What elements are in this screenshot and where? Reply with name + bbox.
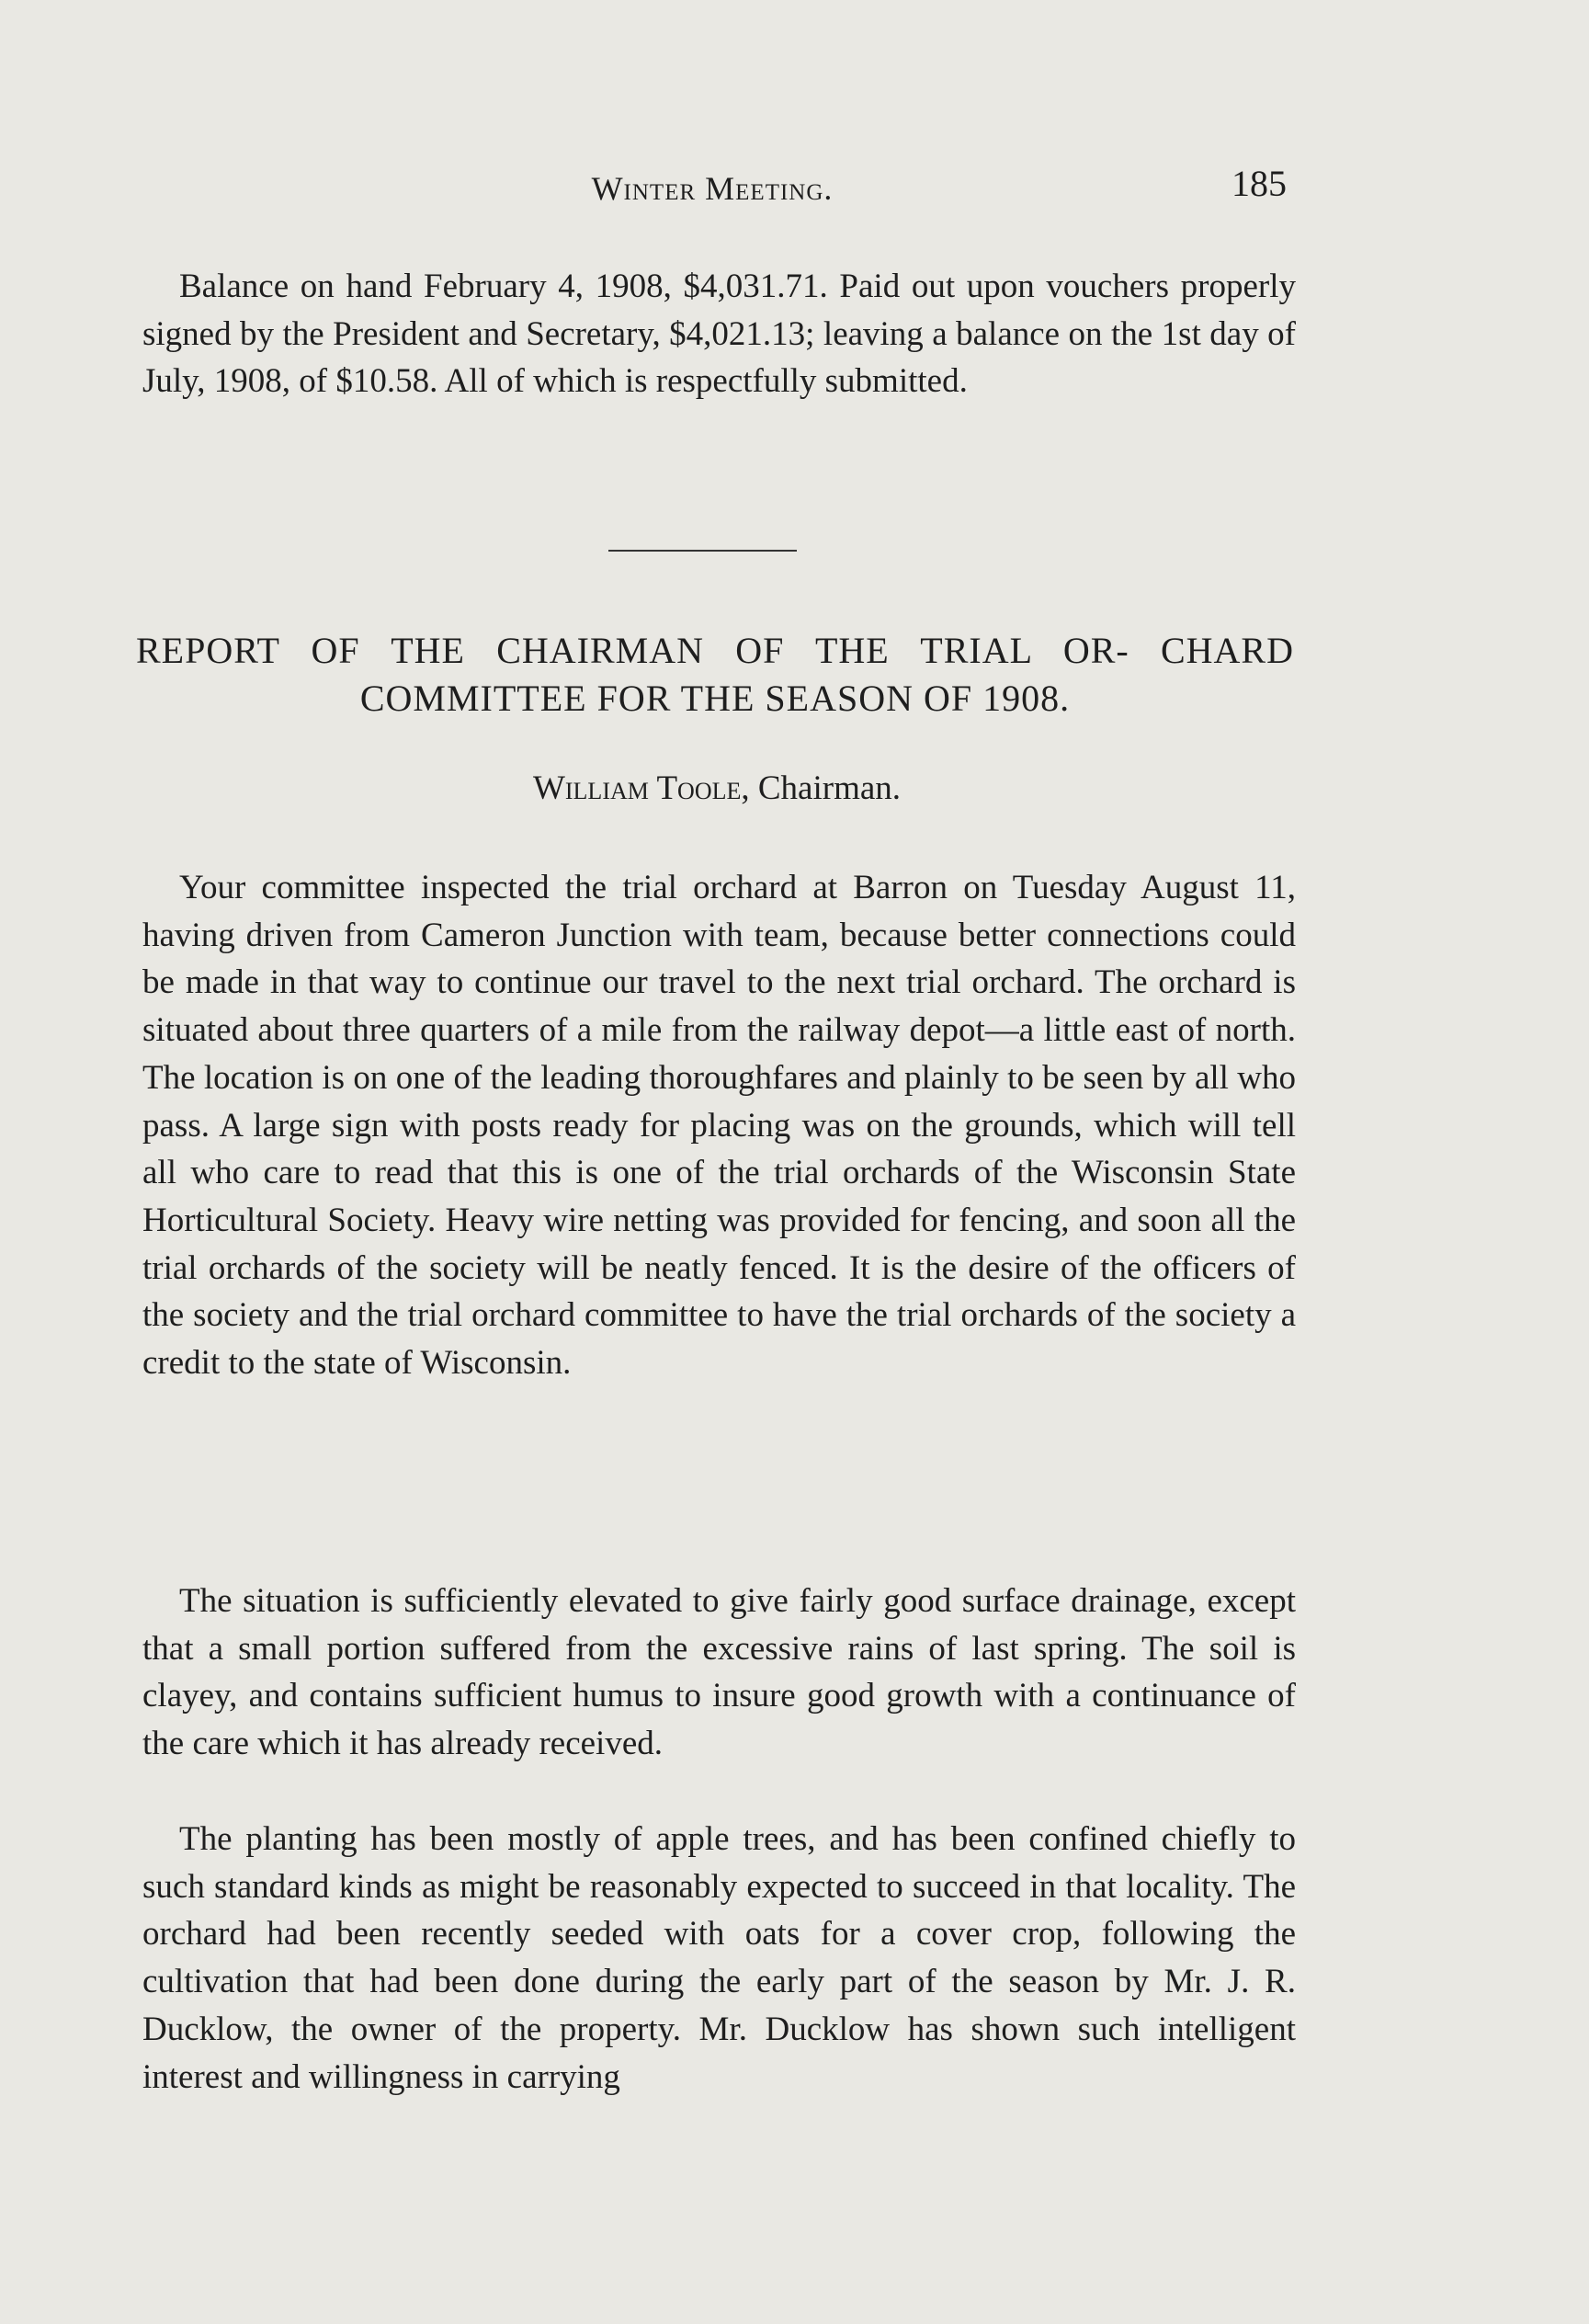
page-header [138, 162, 1287, 217]
section-divider [608, 550, 797, 552]
byline-role: , Chairman. [741, 769, 902, 807]
byline-name: William Toole [532, 769, 742, 807]
running-head: Winter Meeting. [591, 170, 834, 207]
body-paragraph-3: The planting has been mostly of apple trees, and has been confined chiefly to such standard kinds as might be reasonably expected to succeed in that locality. The orchard had been recently seeded with oats for a cover crop, following the cultivation that had been done during the early part of the season by Mr. J. R. Ducklow, the owner of the property. Mr. Ducklow has shown such intelligent interest and willingness in carrying [142, 1820, 1296, 2096]
treasurer-paragraph: Balance on hand February 4, 1908, $4,031.71. Paid out upon vouchers properly signed by the President and Secretary, $4,021.13; leaving a balance on the 1st day of July, 1908, of $10.58. All of which is respectfully submitted. [142, 268, 1296, 401]
page-number: 185 [1231, 163, 1287, 204]
section-title: REPORT OF THE CHAIRMAN OF THE TRIAL OR- CHARD COMMITTEE FOR THE SEASON OF 1908. [136, 630, 1294, 719]
body-paragraph-1: Your committee inspected the trial orchard at Barron on Tuesday August 11, having driven from Cameron Junction with team, because better connections could be made in that way to continue our travel to the next trial orchard. The orchard is situated about three quarters of a mile from the railway depot—a little east of north. The location is on one of the leading thoroughfares and plainly to be seen by all who pass. A large sign with posts ready for placing was on the grounds, which will tell all who care to read that this is one of the trial orchards of the Wisconsin State Horticultural Society. Heavy wire netting was provided for fencing, and soon all the trial orchards of the society will be neatly fenced. It is the desire of the officers of the society and the trial orchard committee to have the trial orchards of the society a credit to the state of Wisconsin. [142, 869, 1296, 1383]
body-paragraph-2: The situation is sufficiently elevated to give fairly good surface drainage, except that a small portion suffered from the excessive rains of last spring. The soil is clayey, and contains sufficient humus to insure good growth with a continuance of the care which it has already received. [142, 1582, 1296, 1763]
byline [138, 769, 1296, 808]
